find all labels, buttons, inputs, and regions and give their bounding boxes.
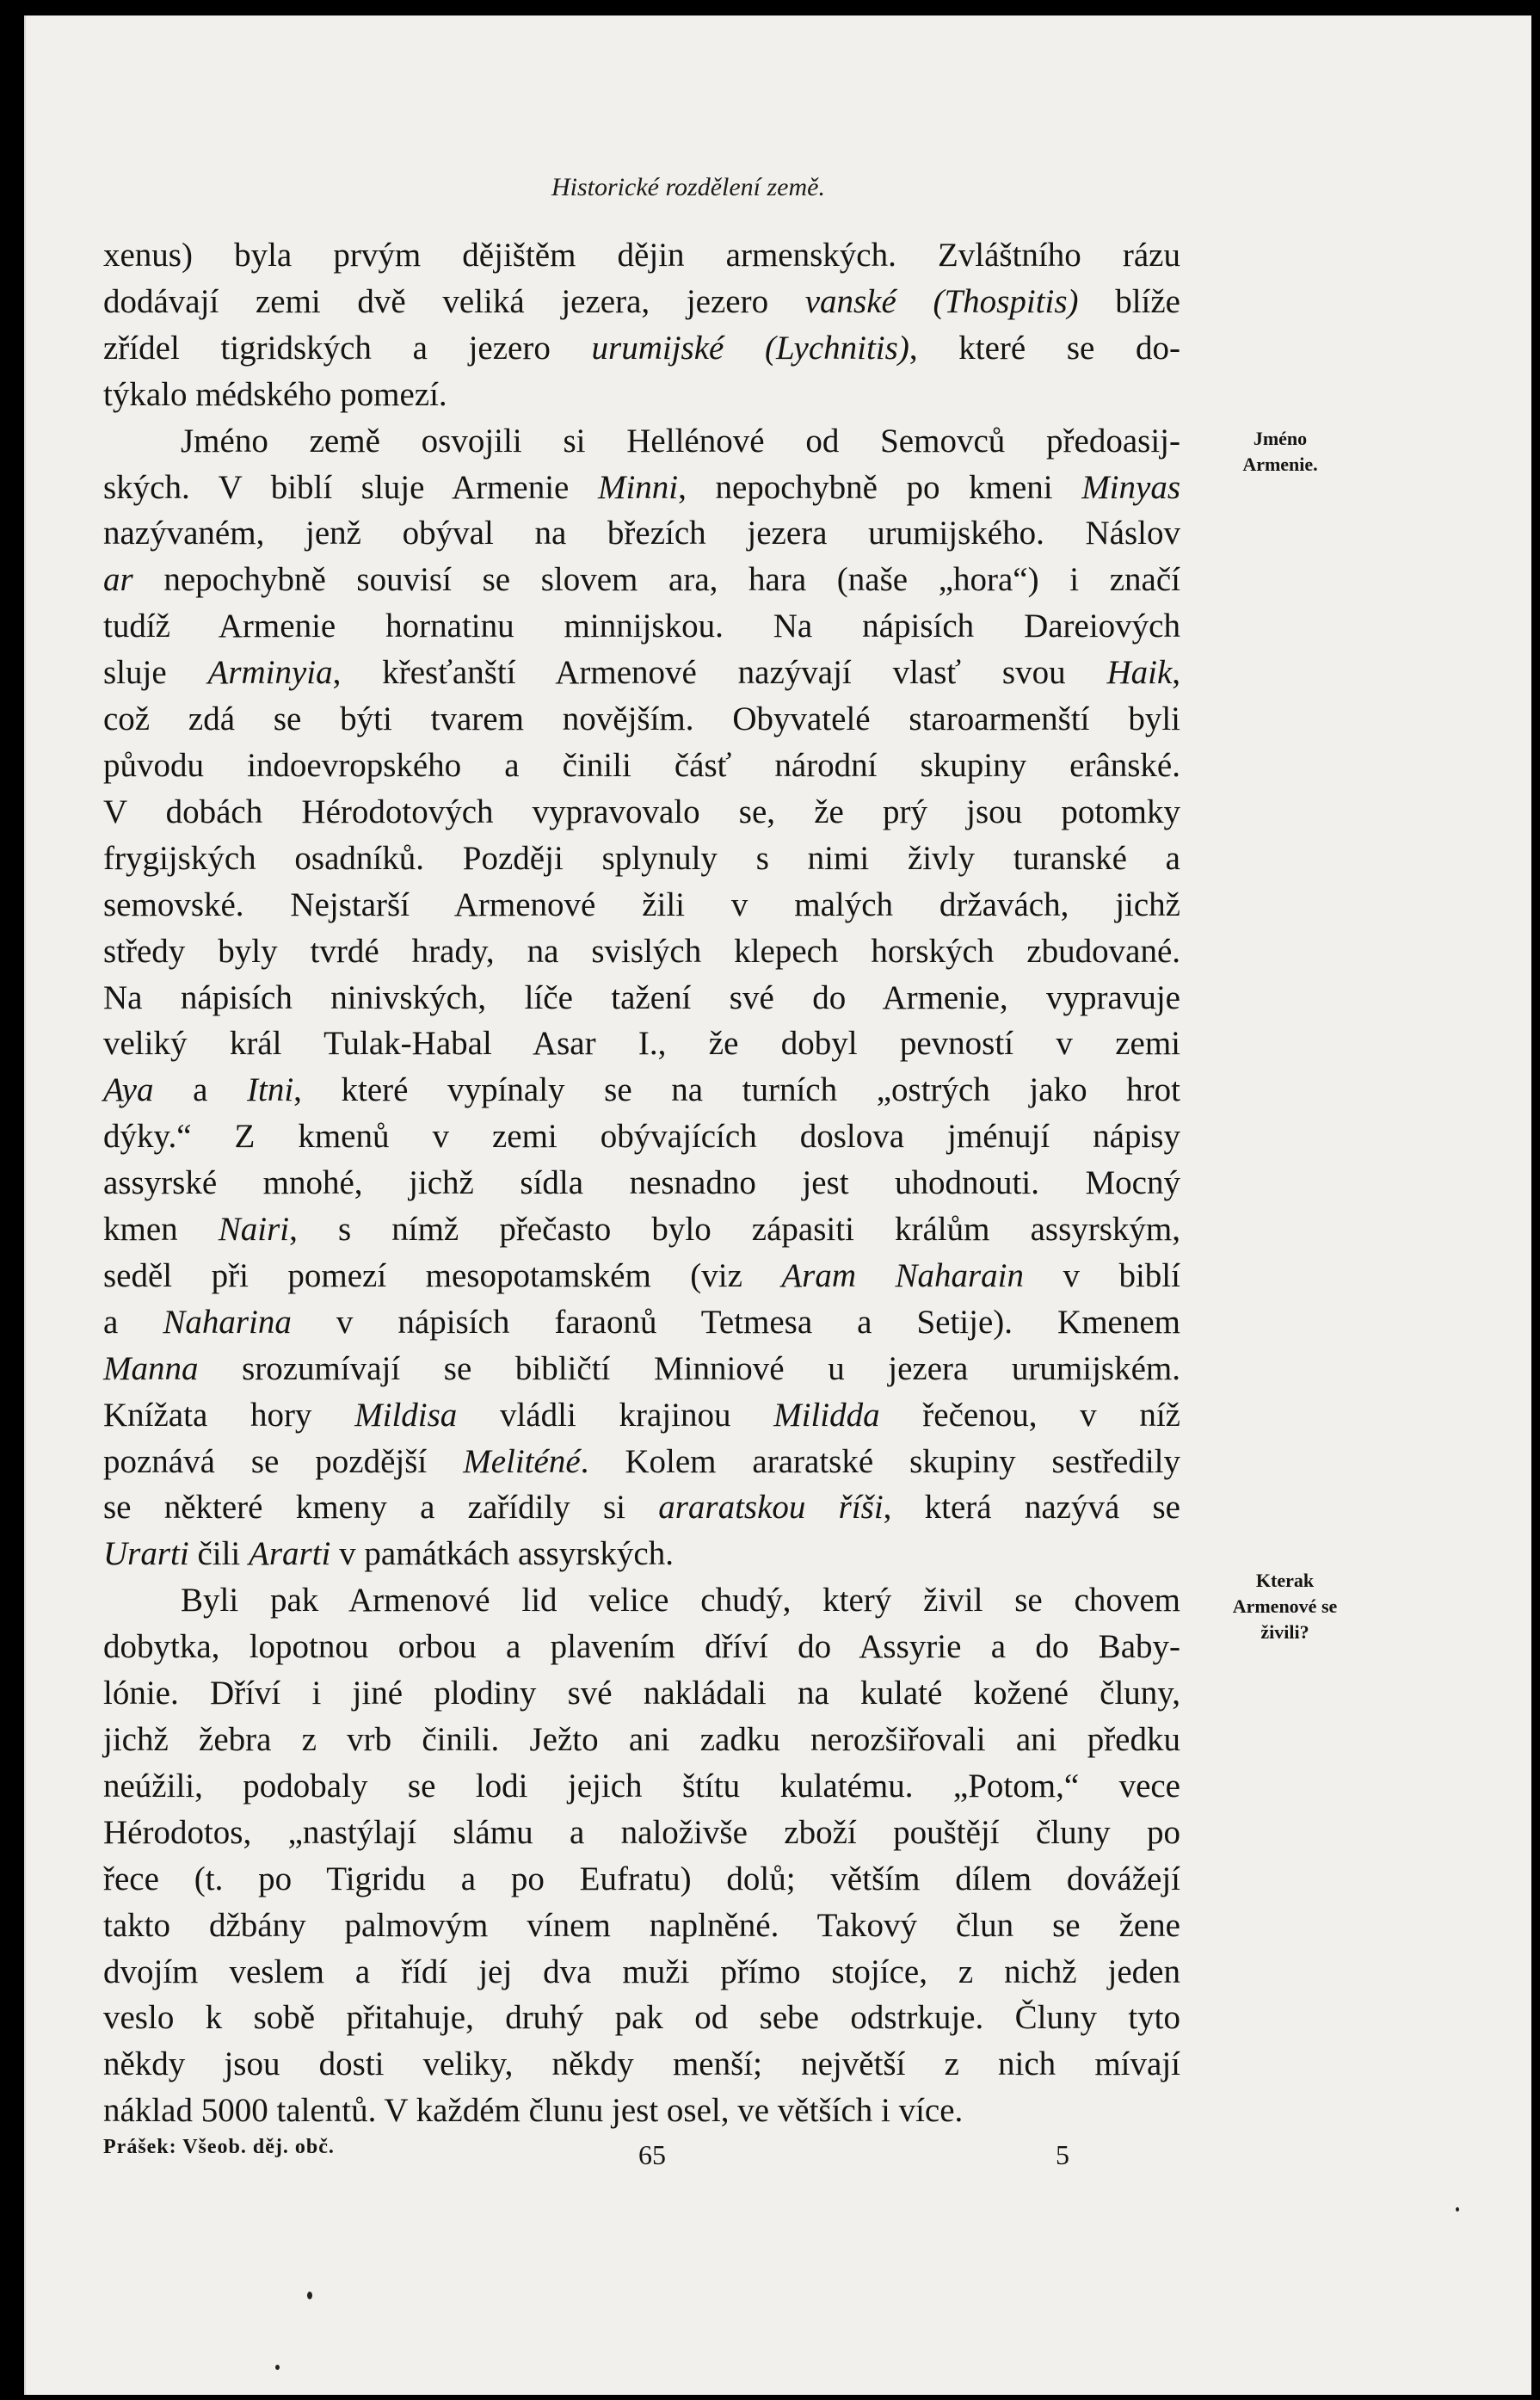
text-run: Na nápisích ninivských, líče tažení své do Armenie, vypravuje (103, 978, 1180, 1016)
italic-term: Naharina (163, 1303, 292, 1341)
text-run: řece (t. po Tigridu a po Eufratu) dolů; větším dílem dovážejí (103, 1860, 1180, 1897)
italic-term: urumijské (Lychnitis) (591, 329, 909, 367)
text-run: poznává se pozdější (103, 1442, 464, 1480)
text-run: dýky.“ Z kmenů v zemi obývajících doslova jménují nápisy (103, 1118, 1180, 1156)
text-run: Byli pak Armenové lid velice chudý, který živil se chovem (181, 1582, 1180, 1620)
text-run: což zdá se býti tvarem novějším. Obyvatelé staroarmenští byli (103, 700, 1180, 738)
text-run: assyrské mnohé, jichž sídla nesnadno jest uhodnouti. Mocný (103, 1164, 1180, 1202)
text-run: Knížata hory (103, 1396, 355, 1434)
italic-term: Aram Naharain (781, 1256, 1025, 1294)
italic-term: Nairi (218, 1211, 290, 1249)
text-line (103, 789, 1180, 836)
text-run: čili (188, 1535, 249, 1573)
text-line (103, 1531, 1180, 1577)
text-run: jichž žebra z vrb činili. Ježto ani zadku nerozšiřovali ani předku (103, 1721, 1180, 1758)
text-line (103, 2088, 1180, 2134)
text-run: seděl při pomezí mesopotamském (viz (103, 1256, 782, 1294)
text-line (103, 232, 1180, 279)
text-run: , křesťanští Armenové nazývají vlasť svou (332, 654, 1107, 692)
text-line (103, 882, 1180, 929)
main-text (103, 232, 1180, 2134)
text-run: , nepochybně po kmeni (678, 468, 1082, 506)
margin-note-line: Armenové se (1232, 1595, 1338, 1617)
text-run: vládli krajinou (457, 1396, 774, 1434)
text-run: v památkách assyrských. (330, 1535, 674, 1573)
text-run: neúžili, podobaly se lodi jejich štítu kulatému. „Potom,“ vece (103, 1767, 1180, 1805)
margin-note-livelihood (1192, 1568, 1377, 1645)
text-run: někdy jsou dosti veliky, někdy menší; největší z nich mívají (103, 2045, 1180, 2083)
text-line (103, 1439, 1180, 1485)
text-run: v nápisích faraonů Tetmesa a Setije). Kmenem (291, 1303, 1180, 1341)
print-speck (1456, 2207, 1459, 2212)
text-line (103, 1160, 1180, 1206)
text-line (103, 1346, 1180, 1392)
text-run: Jméno země osvojili si Hellénové od Semovců předoasij- (181, 422, 1180, 460)
margin-note-name-of-armenia (1194, 426, 1366, 478)
italic-term: Haik (1106, 654, 1173, 692)
text-line (103, 1484, 1180, 1531)
italic-term: Aya (103, 1071, 154, 1109)
text-run: v biblí (1024, 1256, 1180, 1294)
text-run: , které se do- (909, 329, 1180, 367)
text-run: ských. V biblí sluje Armenie (103, 468, 598, 506)
print-speck (275, 2365, 280, 2370)
text-line (103, 1253, 1180, 1299)
text-line (103, 1577, 1180, 1624)
italic-term: Meliténé (463, 1442, 581, 1480)
text-line (103, 743, 1180, 789)
text-line (103, 1392, 1180, 1439)
italic-term: araratskou říši (658, 1489, 884, 1527)
text-run: týkalo médského pomezí. (103, 375, 447, 413)
text-line (103, 650, 1180, 696)
text-line (103, 1949, 1180, 1996)
signature-mark: 5 (1056, 2139, 1069, 2170)
text-line (103, 1114, 1180, 1160)
text-run: a (153, 1071, 247, 1109)
margin-note-line: živili? (1260, 1621, 1309, 1643)
text-run: veliký král Tulak-Habal Asar I., že dobyl pevností v zemi (103, 1025, 1180, 1063)
italic-term: Manna (103, 1349, 199, 1387)
text-run: náklad 5000 talentů. V každém člunu jest osel, ve větších i více. (103, 2092, 964, 2130)
text-run: sluje (103, 654, 208, 692)
text-line (103, 418, 1180, 465)
text-run: takto džbány palmovým vínem naplněné. Takový člun se žene (103, 1906, 1180, 1944)
text-line (103, 1670, 1180, 1717)
text-run: nepochybně souvisí se slovem ara, hara (naše „hora“) i značí (132, 561, 1180, 599)
text-run: původu indoevropského a činili čásť národní skupiny erânské. (103, 746, 1180, 784)
text-line (103, 1299, 1180, 1346)
text-line (103, 1995, 1180, 2041)
italic-term: Mildisa (354, 1396, 458, 1434)
text-run: , která nazývá se (883, 1489, 1180, 1527)
text-run: se některé kmeny a zařídily si (103, 1489, 659, 1527)
text-run: středy byly tvrdé hrady, na svislých klepech horských zbudované. (103, 932, 1180, 970)
text-run: xenus) byla prvým dějištěm dějin armenských. Zvláštního rázu (103, 237, 1180, 274)
text-run: Hérodotos, „nastýlají slámu a naloživše zboží pouštějí čluny po (103, 1813, 1180, 1851)
italic-term: vanské (Thospitis) (804, 282, 1079, 320)
italic-term: Minyas (1081, 468, 1180, 506)
running-header: Historické rozdělení země. (551, 173, 825, 201)
text-line (103, 1624, 1180, 1670)
margin-note-line: Kterak (1255, 1570, 1315, 1591)
page-number: 65 (638, 2139, 666, 2170)
text-line (103, 603, 1180, 650)
text-line (103, 557, 1180, 603)
text-line (103, 325, 1180, 372)
text-run: kmen (103, 1211, 219, 1249)
text-run: frygijských osadníků. Později splynuly s nimi živly turanské a (103, 839, 1180, 877)
text-line (103, 696, 1180, 743)
text-line (103, 1021, 1180, 1067)
text-run: blíže (1078, 282, 1180, 320)
text-line (103, 372, 1180, 418)
text-run: řečenou, v níž (879, 1396, 1180, 1434)
text-line (103, 1810, 1180, 1856)
italic-term: Arminyia (207, 654, 333, 692)
text-run: , s nímž přečasto bylo zápasiti králům assyrským, (289, 1211, 1180, 1249)
text-run: a (103, 1303, 163, 1341)
text-line (103, 510, 1180, 557)
text-line (103, 1067, 1180, 1114)
text-run: , (1172, 654, 1180, 692)
italic-term: Urarti (103, 1535, 189, 1573)
italic-term: Itni (247, 1071, 294, 1109)
text-line (103, 929, 1180, 975)
text-line (103, 1903, 1180, 1949)
print-speck (307, 2292, 312, 2299)
text-run: dobytka, lopotnou orbou a plavením dříví do Assyrie a do Baby- (103, 1628, 1180, 1666)
margin-note-line: Jméno (1253, 428, 1308, 449)
text-line (103, 1856, 1180, 1903)
text-run: dodávají zemi dvě veliká jezera, jezero (103, 282, 805, 320)
footer-source: Prášek: Všeob. děj. obč. (103, 2136, 335, 2158)
italic-term: Ararti (249, 1535, 331, 1573)
text-run: srozumívají se bibličtí Minniové u jezera urumijském. (198, 1349, 1180, 1387)
text-run: V dobách Hérodotových vypravovalo se, že prý jsou potomky (103, 793, 1180, 830)
text-line (103, 2041, 1180, 2088)
text-line (103, 836, 1180, 882)
text-line (103, 975, 1180, 1021)
text-run: dvojím veslem a řídí jej dva muži přímo stojíce, z nichž jeden (103, 1953, 1180, 1990)
text-run: veslo k sobě přitahuje, druhý pak od sebe odstrkuje. Čluny tyto (103, 1999, 1180, 2037)
text-run: . Kolem araratské skupiny sestředily (580, 1442, 1180, 1480)
text-run: nazývaném, jenž obýval na březích jezera urumijského. Náslov (103, 515, 1180, 552)
italic-term: Milidda (773, 1396, 880, 1434)
text-run: tudíž Armenie hornatinu minnijskou. Na nápisích Dareiových (103, 608, 1180, 645)
text-run: zřídel tigridských a jezero (103, 329, 592, 367)
text-run: lónie. Dříví i jiné plodiny své nakládali na kulaté kožené čluny, (103, 1675, 1180, 1712)
text-line (103, 1763, 1180, 1810)
italic-term: ar (103, 561, 133, 599)
text-line (103, 465, 1180, 511)
margin-note-line: Armenie. (1242, 453, 1318, 475)
text-line (103, 1206, 1180, 1253)
text-run: semovské. Nejstarší Armenové žili v malých državách, jichž (103, 885, 1180, 923)
text-line (103, 1717, 1180, 1763)
text-run: , které vypínaly se na turních „ostrých jako hrot (293, 1071, 1180, 1109)
text-line (103, 279, 1180, 325)
italic-term: Minni (597, 468, 679, 506)
